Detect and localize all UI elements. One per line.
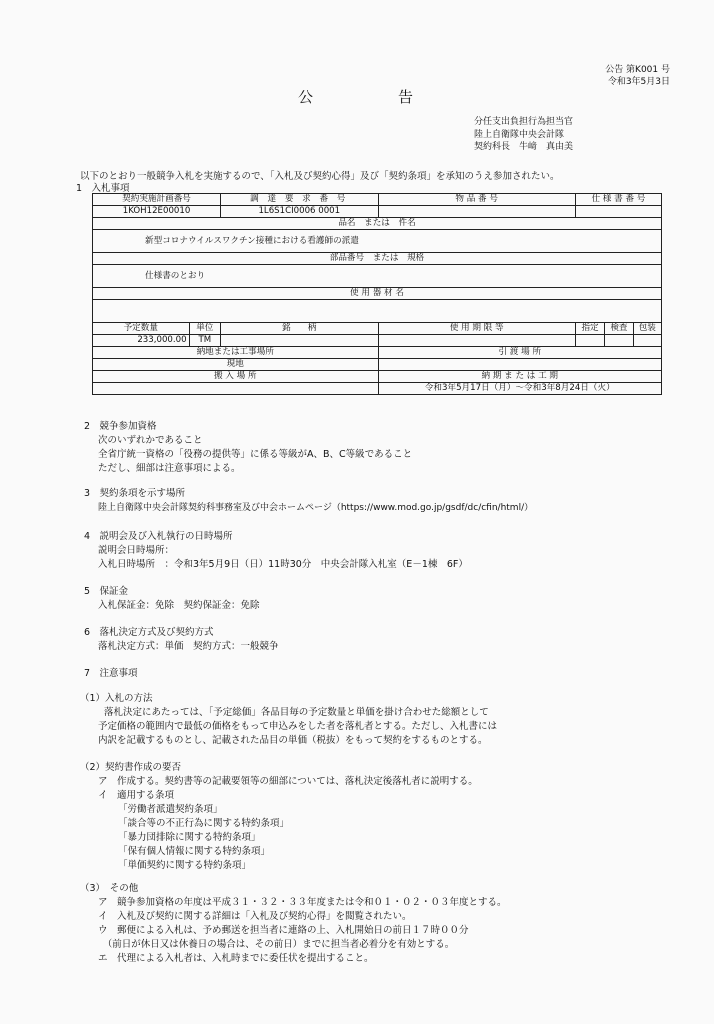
item-name-label: 品名 または 件名 [93, 218, 662, 230]
section-1-heading: 1 入札事項 [76, 183, 130, 194]
clause-3: 「暴力団排除に関する特約条項」 [118, 832, 261, 843]
handover-place-value [378, 359, 661, 371]
section-2-line-2: 全省庁統一資格の「役務の提供等」に係る等級がA、B、C等級であること [98, 449, 413, 460]
section-3 [84, 487, 533, 515]
section-4-line-2: 入札日時場所 ：令和3年5月9日（日）11時30分 中央会計隊入札室（E－1棟 6F） [98, 559, 468, 570]
part-1-line-3: 内訳を記載するものとし、記載された品目の単価（税抜）をもって契約をするものとする。 [98, 735, 488, 746]
intro-text: 以下のとおり一般競争入札を実施するので、「入札及び契約心得」及び「契約条項」を承知のうえ参加されたい。 [80, 171, 560, 182]
spec-number-value [575, 206, 661, 218]
section-4-line-1: 説明会日時場所： [98, 545, 175, 556]
notice-number: 公告 第K001 号 [605, 65, 670, 75]
clause-4: 「保有個人情報に関する特約条項」 [118, 846, 271, 857]
part-3-line-a: ア 競争参加資格の年度は平成３１・３２・３３年度または令和０１・０２・０３年度とする。 [98, 897, 507, 908]
header-packing: 包装 [633, 323, 661, 335]
plan-number-value: 1KOH12E00010 [93, 206, 221, 218]
section-5 [84, 585, 260, 613]
notice-date: 令和3年5月3日 [607, 77, 670, 87]
header-quantity: 予定数量 [93, 323, 190, 335]
part-3-line-i: イ 入札及び契約に関する詳細は「入札及び契約心得」を閲覧されたい。 [98, 911, 412, 922]
inspect-value [605, 335, 633, 347]
part-3-line-u: ウ 郵便による入札は、予め郵送を担当者に連絡の上、入札開始日の前日１７時００分 [98, 925, 469, 936]
section-2 [84, 420, 412, 476]
carry-in-place-value [93, 383, 379, 395]
packing-value [633, 335, 661, 347]
clause-2: 「談合等の不正行為に関する特約条項」 [118, 818, 290, 829]
header-unit: 単位 [189, 323, 221, 335]
header-plan-number: 契約実施計画番号 [93, 194, 221, 206]
issuer-block [474, 116, 573, 154]
section-2-line-3: ただし、細部は注意事項による。 [98, 463, 241, 474]
request-number-value: 1L6S1CI0006 0001 [221, 206, 378, 218]
header-expiry: 使 用 期 限 等 [378, 323, 575, 335]
section-2-heading: 2 競争参加資格 [84, 421, 157, 432]
section-5-line: 入札保証金：免除 契約保証金：免除 [98, 600, 260, 611]
section-7-part-2 [80, 761, 478, 873]
section-3-line: 陸上自衛隊中央会計隊契約科事務室及び中会ホームページ（https://www.mod.go.jp/gsdf/dc/cfin/html/） [98, 503, 534, 513]
part-3-heading: （3） その他 [80, 883, 139, 894]
section-3-heading: 3 契約条項を示す場所 [84, 488, 186, 499]
brand-value [221, 335, 378, 347]
notice-reference [592, 64, 670, 88]
part-2-item-i: イ 適用する条項 [98, 790, 175, 801]
title-char-2: 告 [398, 88, 414, 106]
clause-1: 「労働者派遣契約条項」 [118, 804, 223, 815]
header-brand: 銘 柄 [221, 323, 378, 335]
part-number-label: 部品番号 または 規格 [93, 253, 662, 265]
delivery-place-label: 納地または工事場所 [93, 347, 379, 359]
issuer-line-3: 契約科長 牛﨑 真由美 [474, 142, 574, 152]
part-1-line-2: 予定価格の範囲内で最低の価格をもって申込みをした者を落札者とする。ただし、入札書には [98, 721, 498, 732]
handover-place-label: 引 渡 場 所 [378, 347, 661, 359]
section-6-heading: 6 落札決定方式及び契約方式 [84, 627, 214, 638]
header-request-number: 調 達 要 求 番 号 [221, 194, 378, 206]
section-4-heading: 4 説明会及び入札執行の日時場所 [84, 531, 233, 542]
section-2-line-1: 次のいずれかであること [98, 435, 203, 446]
issuer-line-2: 陸上自衛隊中央会計隊 [474, 129, 565, 140]
title-char-1: 公 [298, 88, 314, 106]
part-3-line-u-cont: （前日が休日又は休養日の場合は、その前日）までに担当者必着分を有効とする。 [98, 939, 455, 950]
equipment-label: 使 用 器 材 名 [93, 288, 662, 300]
header-spec-number: 仕 様 書 番 号 [575, 194, 661, 206]
issuer-line-1: 分任支出負担行為担当官 [474, 117, 574, 127]
delivery-period-value: 令和3年5月17日（月）～令和3年8月24日（火） [378, 383, 661, 395]
equipment-value [93, 300, 662, 323]
designate-value [575, 335, 604, 347]
section-7-part-1 [80, 692, 497, 748]
unit-value: TM [189, 335, 221, 347]
section-6-line: 落札決定方式：単価 契約方式：一般競争 [98, 641, 279, 652]
quantity-value: 233,000.00 [93, 335, 190, 347]
bid-items-table [92, 193, 662, 395]
section-7-heading: 7 注意事項 [84, 668, 138, 679]
item-name-value: 新型コロナウイルスワクチン接種における看護師の派遣 [93, 230, 662, 253]
section-6 [84, 626, 279, 654]
delivery-place-value: 現地 [93, 359, 379, 371]
clause-5: 「単価契約に関する特約条項」 [118, 860, 252, 871]
header-item-number: 物 品 番 号 [378, 194, 575, 206]
section-4 [84, 530, 468, 572]
part-1-line-1: 落札決定にあたっては、「予定総価」各品目毎の予定数量と単価を掛け合わせた総額として [104, 707, 489, 718]
item-number-value [378, 206, 575, 218]
part-1-heading: （1）入札の方法 [80, 693, 153, 704]
header-designate: 指定 [575, 323, 604, 335]
part-2-heading: （2）契約書作成の要否 [80, 762, 182, 773]
section-7-part-3 [80, 882, 507, 966]
part-number-value: 仕様書のとおり [93, 265, 662, 288]
expiry-value [378, 335, 575, 347]
part-3-line-e: エ 代理による入札者は、入札時までに委任状を提出すること。 [98, 953, 374, 964]
section-5-heading: 5 保証金 [84, 586, 129, 597]
header-inspect: 検査 [605, 323, 633, 335]
carry-in-place-label: 搬 入 場 所 [93, 371, 379, 383]
part-2-item-a: ア 作成する。契約書等の記載要領等の細部については、落札決定後落札者に説明する。 [98, 776, 478, 787]
delivery-period-label: 納 期 ま た は 工 期 [378, 371, 661, 383]
